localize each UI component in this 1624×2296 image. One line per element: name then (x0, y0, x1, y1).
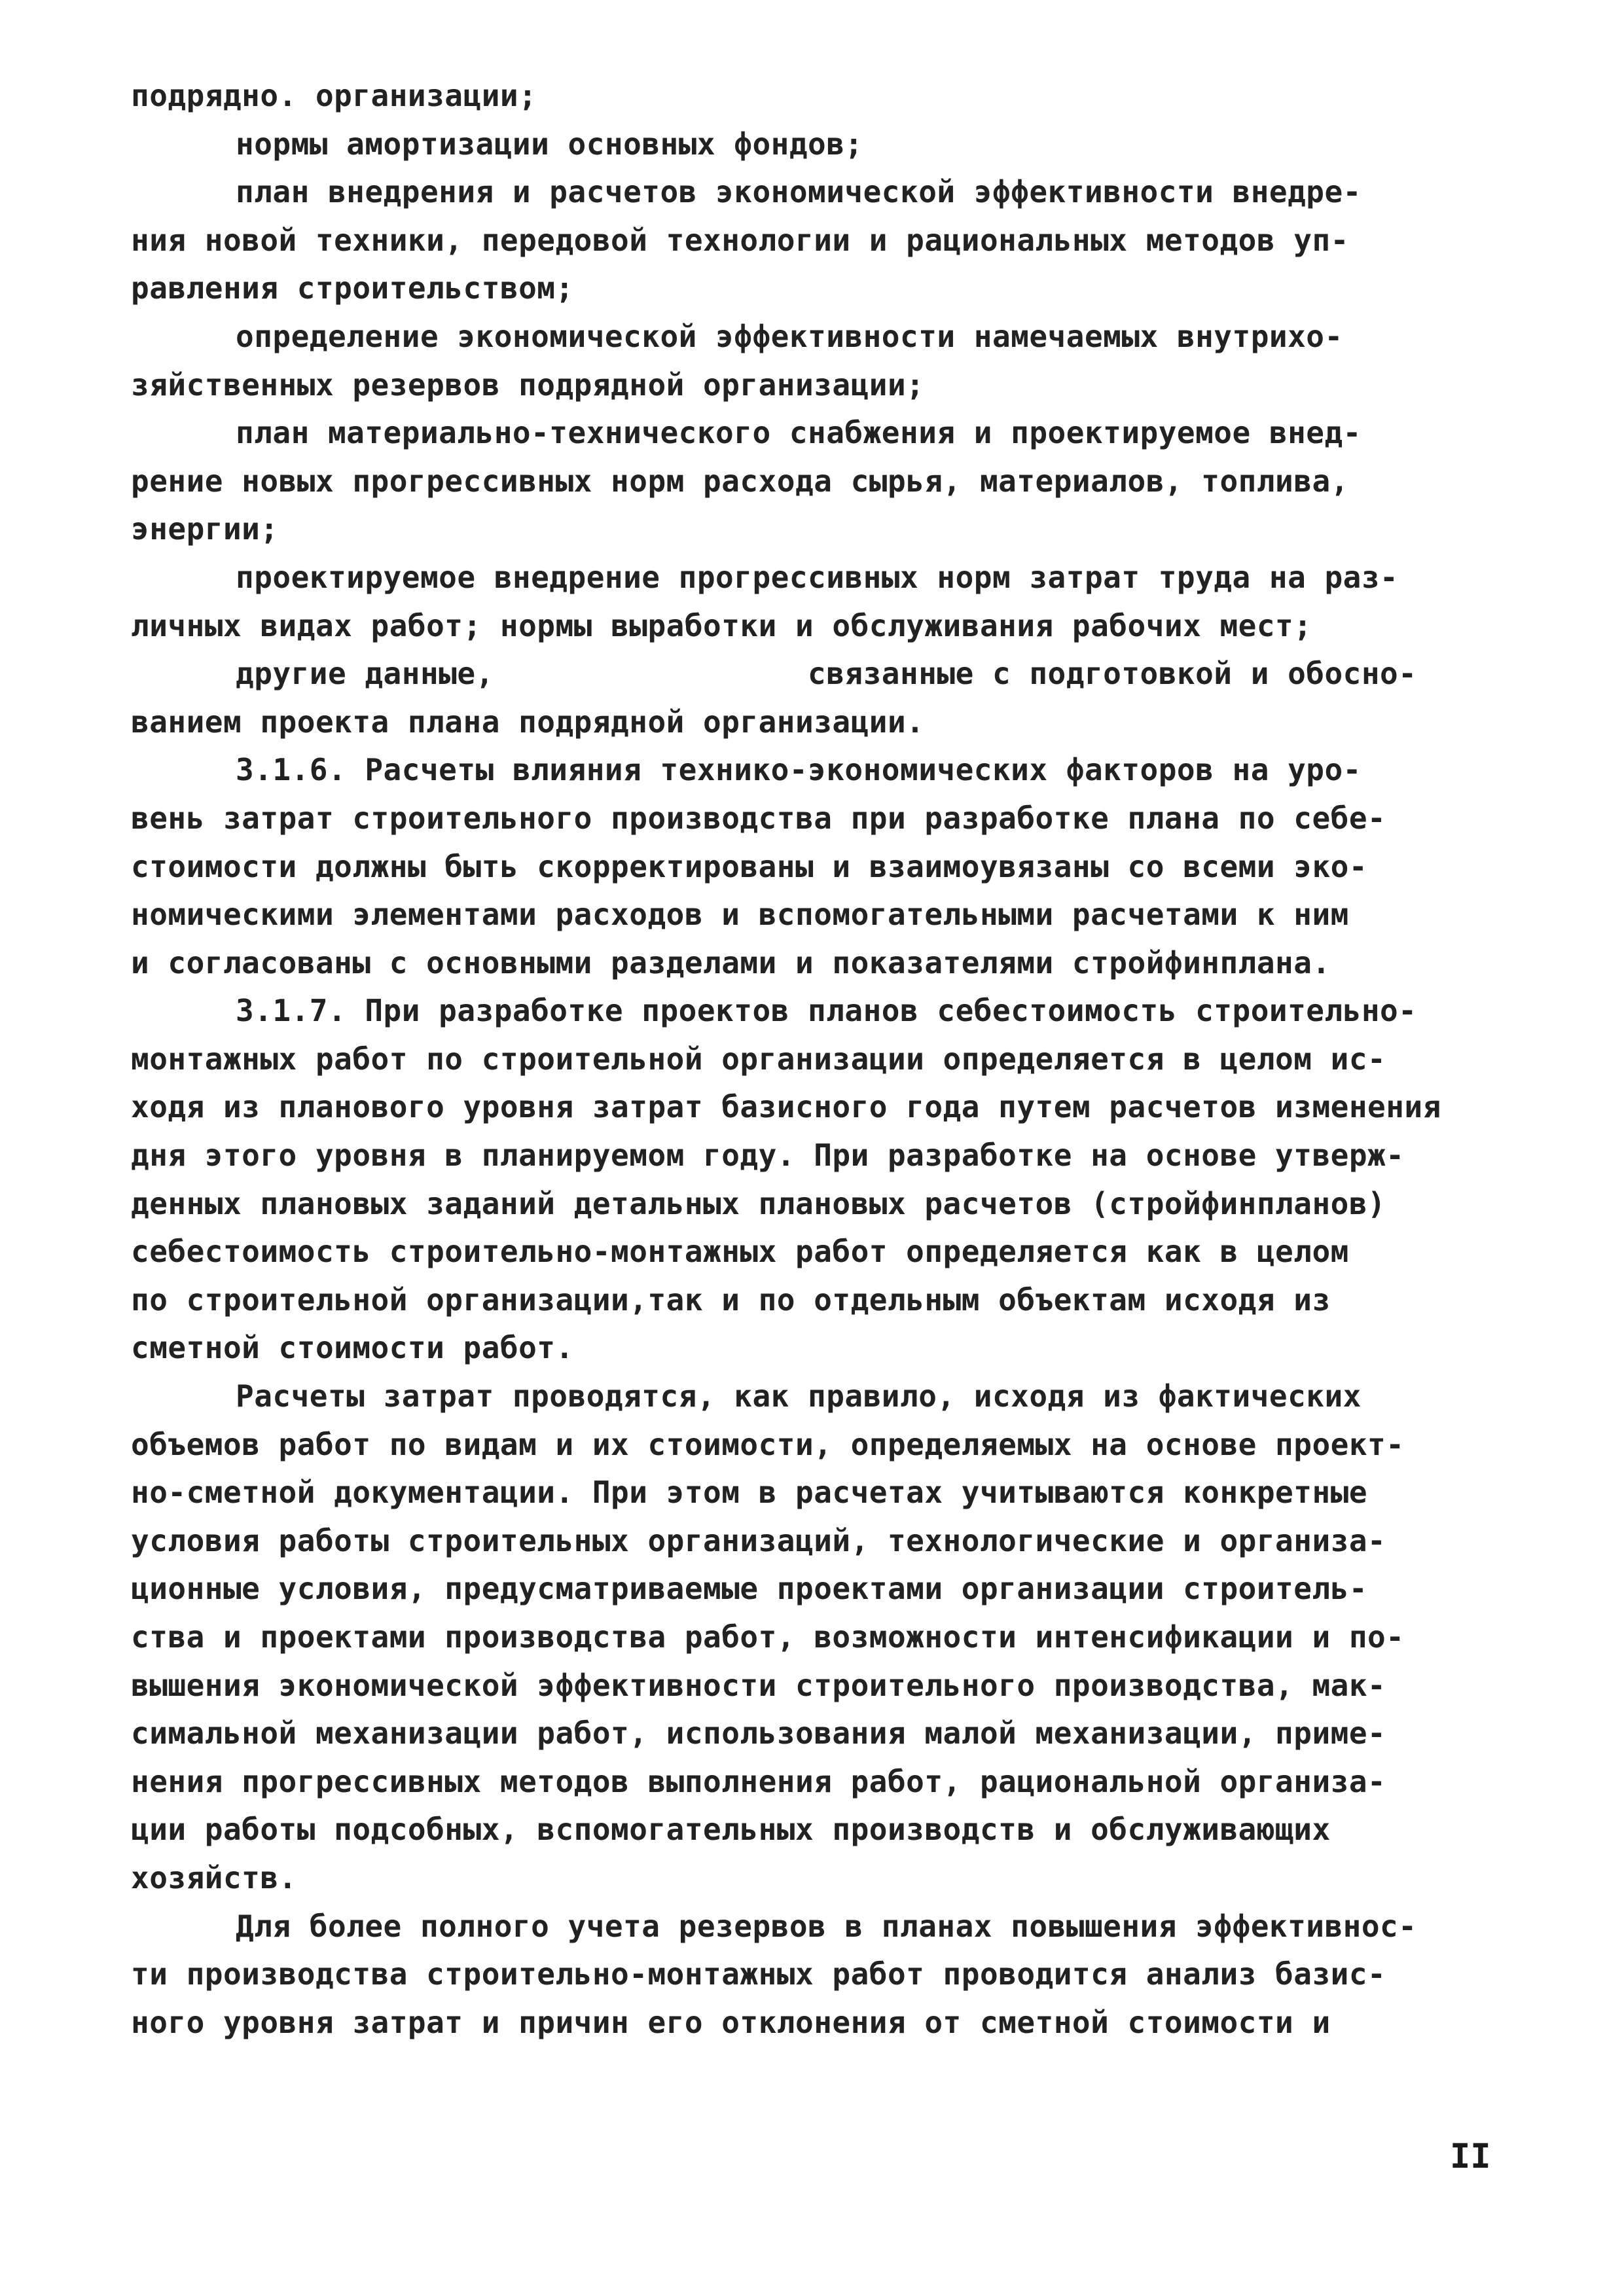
text-line: нормы амортизации основных фондов; (236, 126, 863, 162)
text-line: условия работы строительных организаций, технологические и организа- (131, 1522, 1386, 1558)
text-line: денных плановых заданий детальных плановых расчетов (стройфинпланов) (131, 1185, 1386, 1221)
text-line: ции работы подсобных, вспомогательных производств и обслуживающих (131, 1812, 1331, 1848)
text-line: ного уровня затрат и причин его отклонения от сметной стоимости и (131, 2004, 1331, 2040)
text-line: Для более полного учета резервов в планах повышения эффективнос- (236, 1908, 1417, 1944)
text-line: личных видах работ; нормы выработки и обслуживания рабочих мест; (131, 607, 1312, 643)
text-line: вышения экономической эффективности строительного производства, мак- (131, 1667, 1386, 1703)
text-line: и согласованы с основными разделами и показателями стройфинплана. (131, 944, 1331, 980)
text-line: номическими элементами расходов и вспомогательными расчетами к ним (131, 897, 1349, 933)
text-line: подрядно. организации; (131, 78, 537, 113)
text-line: вень затрат строительного производства при разработке плана по себе- (131, 800, 1386, 836)
text-line: ходя из планового уровня затрат базисного года путем расчетов изменения (131, 1089, 1441, 1125)
text-line: ния новой техники, передовой технологии и рациональных методов уп- (131, 222, 1349, 258)
text-line: определение экономической эффективности намечаемых внутрихо- (236, 318, 1343, 354)
text-line: план внедрения и расчетов экономической эффективности внедре- (236, 174, 1362, 210)
text-line: хозяйств. (131, 1859, 297, 1895)
text-line: проектируемое внедрение прогрессивных норм затрат труда на раз- (236, 559, 1399, 595)
text-line: ционные условия, предусматриваемые проектами организации строитель- (131, 1571, 1368, 1607)
text-line: но-сметной документации. При этом в расчетах учитываются конкретные (131, 1475, 1368, 1511)
text-line: зяйственных резервов подрядной организации; (131, 367, 925, 403)
text-line: Расчеты затрат проводятся, как правило, исходя из фактических (236, 1378, 1362, 1414)
page-number: II (1450, 2137, 1491, 2176)
text-line: по строительной организации,так и по отдельным объектам исходя из (131, 1282, 1331, 1318)
text-line: симальной механизации работ, использования малой механизации, приме- (131, 1715, 1386, 1751)
text-line: энергии; (131, 511, 279, 547)
text-line: равления строительством; (131, 270, 574, 306)
text-line: 3.1.7. При разработке проектов планов себестоимость строительно- (236, 993, 1417, 1029)
text-line: 3.1.6. Расчеты влияния технико-экономических факторов на уро- (236, 752, 1362, 788)
text-line: ти производства строительно-монтажных работ проводится анализ базис- (131, 1956, 1386, 1992)
text-line: себестоимость строительно-монтажных работ определяется как в целом (131, 1234, 1349, 1270)
text-line: нения прогрессивных методов выполнения работ, рациональной организа- (131, 1763, 1386, 1799)
text-line: сметной стоимости работ. (131, 1330, 574, 1366)
text-line: дня этого уровня в планируемом году. При разработке на основе утверж- (131, 1138, 1405, 1174)
text-line: ства и проектами производства работ, возможности интенсификации и по- (131, 1619, 1405, 1655)
text-line: план материально-технического снабжения и проектируемое внед- (236, 415, 1362, 451)
text-line: ванием проекта плана подрядной организации. (131, 704, 925, 740)
text-line: стоимости должны быть скорректированы и взаимоувязаны со всеми эко- (131, 848, 1368, 884)
text-line: объемов работ по видам и их стоимости, определяемых на основе проект- (131, 1426, 1405, 1462)
text-line: другие данные, связанные с подготовкой и обосно- (236, 656, 1417, 692)
text-line: монтажных работ по строительной организации определяется в целом ис- (131, 1041, 1386, 1077)
document-body (131, 72, 1479, 2047)
text-line: рение новых прогрессивных норм расхода сырья, материалов, топлива, (131, 463, 1349, 499)
